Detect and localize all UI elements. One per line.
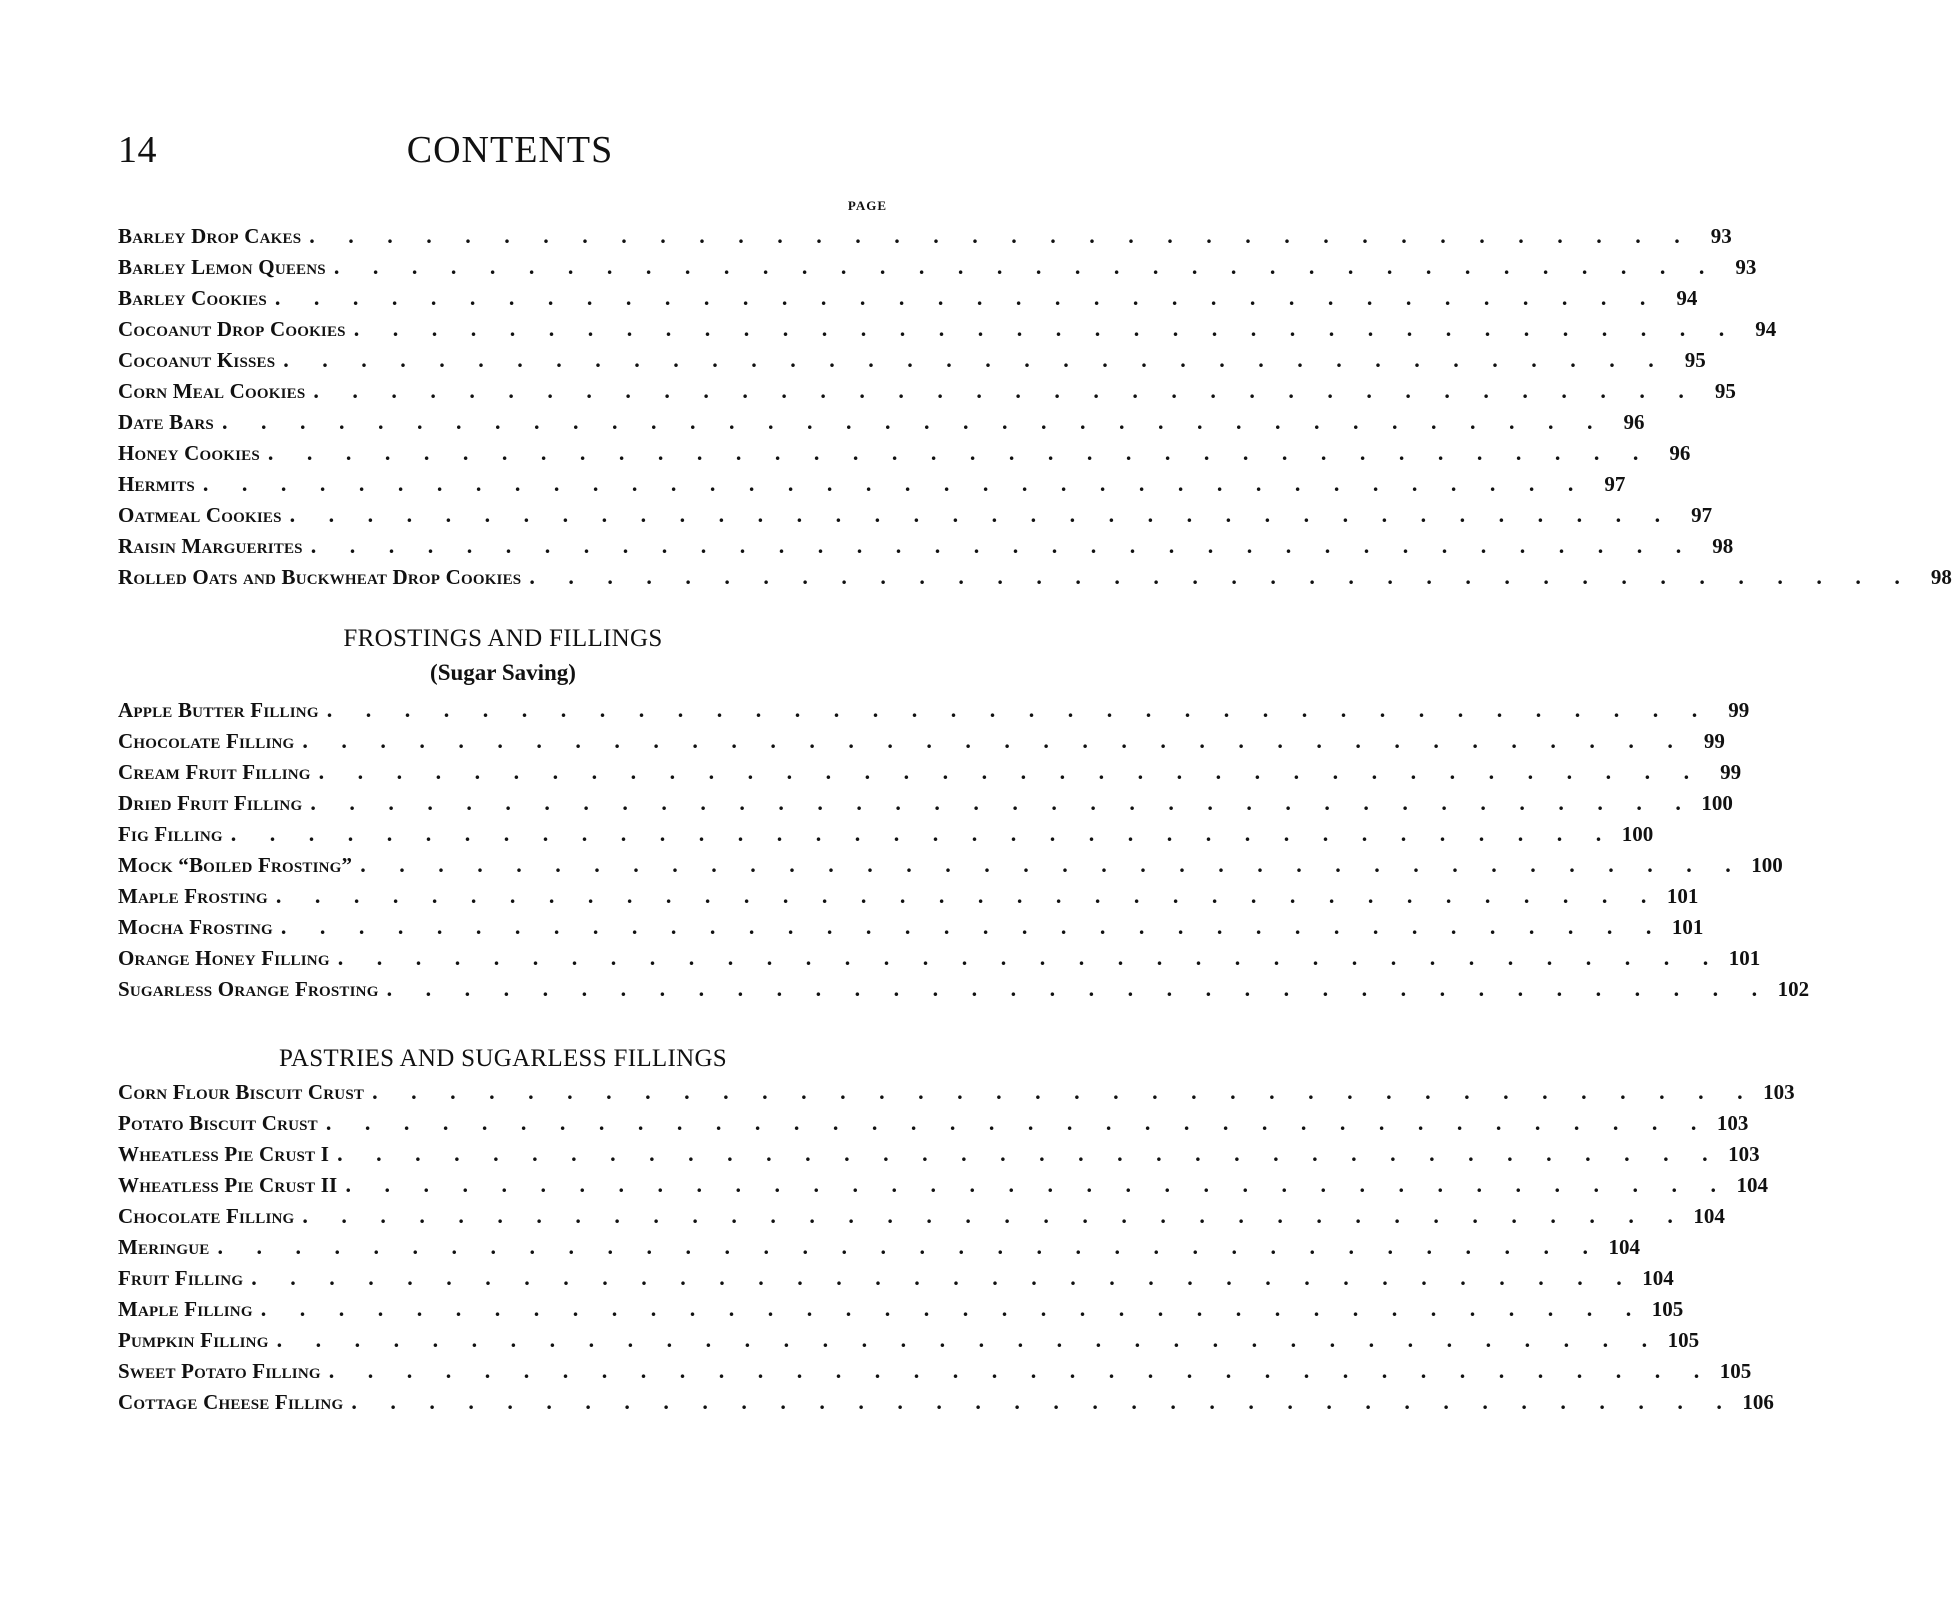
toc-entry-title: Mock “Boiled Frosting”: [118, 853, 353, 877]
toc-entry: [118, 849, 1783, 880]
dot-leader: . . . . . . . . . . . . . . . . . . . . . . . . . . . . . . . . . . . .: [221, 409, 1607, 434]
section-subheading: (Sugar Saving): [430, 660, 576, 685]
toc-entry-title: Maple Frosting: [118, 884, 268, 908]
running-head: CONTENTS: [406, 129, 614, 171]
contents-section-cookies: [118, 220, 1952, 592]
toc-entry: [118, 468, 1626, 499]
toc-entry-title: Pumpkin Filling: [118, 1328, 269, 1352]
dot-leader: . . . . . . . . . . . . . . . . . . . . . . . . . . . . . . . . . . . .: [310, 533, 1696, 558]
toc-entry-title: Sweet Potato Filling: [118, 1359, 321, 1383]
toc-entry-title: Meringue: [118, 1235, 210, 1259]
toc-entry-page-number: 93: [1710, 224, 1732, 248]
toc-entry-title: Chocolate Filling: [118, 729, 295, 753]
toc-entry-title: Honey Cookies: [118, 441, 260, 465]
toc-entry-title: Barley Drop Cakes: [118, 224, 302, 248]
toc-entry: [118, 499, 1713, 530]
toc-entry-page-number: 103: [1763, 1080, 1795, 1104]
dot-leader: . . . . . . . . . . . . . . . . . . . . . . . . . . . . . . . . . . . .: [230, 821, 1616, 846]
dot-leader: . . . . . . . . . . . . . . . . . . . . . . . . . . . . . . . . . . . .: [337, 1141, 1722, 1166]
dot-leader: . . . . . . . . . . . . . . . . . . . . . . . . . . . . . . . . . . . .: [202, 471, 1588, 496]
section-heading: FROSTINGS AND FILLINGS: [343, 625, 663, 652]
toc-entry: [118, 251, 1757, 282]
toc-entry-title: Barley Cookies: [118, 286, 267, 310]
dot-leader: . . . . . . . . . . . . . . . . . . . . . . . . . . . . . . . . . . . .: [267, 440, 1653, 465]
dot-leader: . . . . . . . . . . . . . . . . . . . . . . . . . . . . . . . . . . . .: [302, 1203, 1687, 1228]
toc-entry: [118, 1107, 1749, 1138]
dot-leader: . . . . . . . . . . . . . . . . . . . . . . . . . . . . . . . . . . . .: [345, 1172, 1730, 1197]
toc-entry: [118, 282, 1698, 313]
toc-entry-title: Cocoanut Drop Cookies: [118, 317, 346, 341]
toc-entry-title: Mocha Frosting: [118, 915, 273, 939]
toc-entry-page-number: 104: [1608, 1235, 1640, 1259]
toc-entry-title: Corn Meal Cookies: [118, 379, 306, 403]
toc-entry: [118, 1200, 1725, 1231]
dot-leader: . . . . . . . . . . . . . . . . . . . . . . . . . . . . . . . . . . . .: [217, 1234, 1602, 1259]
contents-section-frostings-and-fillings: [118, 622, 1810, 1004]
toc-entry: [118, 1262, 1674, 1293]
dot-leader: . . . . . . . . . . . . . . . . . . . . . . . . . . . . . . . . . . . .: [280, 914, 1666, 939]
toc-entry-title: Potato Biscuit Crust: [118, 1111, 318, 1135]
toc-entry: [118, 694, 1750, 725]
dot-leader: . . . . . . . . . . . . . . . . . . . . . . . . . . . . . . . . . . . .: [353, 316, 1739, 341]
toc-entry: [118, 561, 1952, 592]
toc-entry-page-number: 105: [1667, 1328, 1700, 1352]
contents-section-pastries-and-sugarless-fillings: [118, 1042, 1795, 1417]
dot-leader: . . . . . . . . . . . . . . . . . . . . . . . . . . . . . . . . . . . .: [289, 502, 1675, 527]
toc-entry: [118, 1386, 1774, 1417]
toc-entry-page-number: 100: [1621, 822, 1654, 846]
toc-entry-page-number: 104: [1642, 1266, 1674, 1290]
dot-leader: . . . . . . . . . . . . . . . . . . . . . . . . . . . . . . . . . . . .: [274, 285, 1660, 310]
dot-leader: . . . . . . . . . . . . . . . . . . . . . . . . . . . . . . . . . . . .: [283, 347, 1668, 372]
page-column-label: PAGE: [847, 198, 887, 213]
toc-entry: [118, 942, 1761, 973]
toc-entry-page-number: 99: [1720, 760, 1742, 784]
toc-entry-title: Chocolate Filling: [118, 1204, 295, 1228]
toc-entry: [118, 437, 1691, 468]
toc-entry-page-number: 96: [1623, 410, 1645, 434]
toc-entry: [118, 406, 1645, 437]
toc-entry: [118, 1324, 1700, 1355]
toc-entry-title: Dried Fruit Filling: [118, 791, 303, 815]
toc-entry: [118, 1138, 1760, 1169]
toc-entry-page-number: 98: [1712, 534, 1734, 558]
toc-entry: [118, 1355, 1752, 1386]
toc-entry-title: Orange Honey Filling: [118, 946, 330, 970]
toc-entry: [118, 375, 1736, 406]
dot-leader: . . . . . . . . . . . . . . . . . . . . . . . . . . . . . . . . . . . .: [337, 945, 1723, 970]
toc-entry-title: Wheatless Pie Crust I: [118, 1142, 330, 1166]
section-heading: PASTRIES AND SUGARLESS FILLINGS: [278, 1045, 728, 1072]
toc-entry-page-number: 101: [1671, 915, 1704, 939]
toc-entry: [118, 530, 1734, 561]
toc-entry-page-number: 99: [1728, 698, 1750, 722]
toc-entry-page-number: 95: [1684, 348, 1706, 372]
toc-entry-page-number: 101: [1728, 946, 1761, 970]
toc-entry: [118, 787, 1733, 818]
dot-leader: . . . . . . . . . . . . . . . . . . . . . . . . . . . . . . . . . . . .: [275, 883, 1661, 908]
toc-entry-title: Raisin Marguerites: [118, 534, 303, 558]
toc-entry-page-number: 101: [1666, 884, 1699, 908]
toc-entry-title: Sugarless Orange Frosting: [118, 977, 379, 1001]
toc-entry-page-number: 96: [1669, 441, 1691, 465]
toc-entry-page-number: 105: [1651, 1297, 1684, 1321]
toc-entry-page-number: 103: [1728, 1142, 1760, 1166]
dot-leader: . . . . . . . . . . . . . . . . . . . . . . . . . . . . . . . . . . . .: [529, 564, 1914, 589]
dot-leader: . . . . . . . . . . . . . . . . . . . . . . . . . . . . . . . . . . . .: [313, 378, 1698, 403]
toc-entry: [118, 344, 1706, 375]
toc-entry-title: Apple Butter Filling: [118, 698, 319, 722]
toc-entry-page-number: 105: [1719, 1359, 1752, 1383]
toc-entry-title: Cream Fruit Filling: [118, 760, 311, 784]
dot-leader: . . . . . . . . . . . . . . . . . . . . . . . . . . . . . . . . . . . .: [310, 790, 1695, 815]
toc-entry: [118, 1293, 1684, 1324]
dot-leader: . . . . . . . . . . . . . . . . . . . . . . . . . . . . . . . . . . . .: [386, 976, 1772, 1001]
toc-entry-page-number: 97: [1691, 503, 1713, 527]
toc-entry-title: Barley Lemon Queens: [118, 255, 326, 279]
dot-leader: . . . . . . . . . . . . . . . . . . . . . . . . . . . . . . . . . . . .: [328, 1358, 1714, 1383]
toc-entry: [118, 973, 1810, 1004]
toc-entry-title: Oatmeal Cookies: [118, 503, 282, 527]
toc-entry-page-number: 102: [1777, 977, 1810, 1001]
toc-entry: [118, 1169, 1768, 1200]
toc-entry-page-number: 106: [1742, 1390, 1774, 1414]
toc-entry-title: Cottage Cheese Filling: [118, 1390, 344, 1414]
dot-leader: . . . . . . . . . . . . . . . . . . . . . . . . . . . . . . . . . . . .: [360, 852, 1745, 877]
toc-entry-title: Fig Filling: [118, 822, 223, 846]
dot-leader: . . . . . . . . . . . . . . . . . . . . . . . . . . . . . . . . . . . .: [276, 1327, 1662, 1352]
toc-entry: [118, 911, 1704, 942]
toc-entry-page-number: 103: [1716, 1111, 1749, 1135]
toc-entry-page-number: 93: [1735, 255, 1757, 279]
dot-leader: . . . . . . . . . . . . . . . . . . . . . . . . . . . . . . . . . . . .: [260, 1296, 1646, 1321]
toc-entry: [118, 756, 1742, 787]
toc-entry-page-number: 104: [1736, 1173, 1768, 1197]
toc-entry-title: Corn Flour Biscuit Crust: [118, 1080, 365, 1104]
dot-leader: . . . . . . . . . . . . . . . . . . . . . . . . . . . . . . . . . . . .: [302, 728, 1687, 753]
dot-leader: . . . . . . . . . . . . . . . . . . . . . . . . . . . . . . . . . . . .: [372, 1079, 1757, 1104]
toc-entry-page-number: 94: [1676, 286, 1698, 310]
dot-leader: . . . . . . . . . . . . . . . . . . . . . . . . . . . . . . . . . . . .: [326, 697, 1712, 722]
toc-entry-title: Wheatless Pie Crust II: [118, 1173, 338, 1197]
toc-entry: [118, 818, 1654, 849]
toc-entry: [118, 1076, 1795, 1107]
toc-entry: [118, 880, 1699, 911]
dot-leader: . . . . . . . . . . . . . . . . . . . . . . . . . . . . . . . . . . . .: [333, 254, 1719, 279]
toc-entry-page-number: 100: [1701, 791, 1733, 815]
toc-entry-title: Fruit Filling: [118, 1266, 244, 1290]
toc-entry: [118, 220, 1732, 251]
dot-leader: . . . . . . . . . . . . . . . . . . . . . . . . . . . . . . . . . . . .: [251, 1265, 1636, 1290]
toc-entry-page-number: 100: [1751, 853, 1783, 877]
page-number: 14: [118, 129, 157, 171]
toc-entry-page-number: 98: [1930, 565, 1952, 589]
toc-entry-title: Date Bars: [118, 410, 214, 434]
toc-entry-page-number: 94: [1755, 317, 1777, 341]
dot-leader: . . . . . . . . . . . . . . . . . . . . . . . . . . . . . . . . . . . .: [351, 1389, 1736, 1414]
toc-entry-page-number: 97: [1604, 472, 1626, 496]
toc-entry: [118, 313, 1777, 344]
toc-entry-page-number: 104: [1693, 1204, 1725, 1228]
dot-leader: . . . . . . . . . . . . . . . . . . . . . . . . . . . . . . . . . . . .: [318, 759, 1704, 784]
toc-entry-page-number: 99: [1703, 729, 1725, 753]
dot-leader: . . . . . . . . . . . . . . . . . . . . . . . . . . . . . . . . . . . .: [309, 223, 1694, 248]
toc-entry-page-number: 95: [1714, 379, 1736, 403]
toc-entry-title: Hermits: [118, 472, 195, 496]
toc-entry-title: Maple Filling: [118, 1297, 253, 1321]
toc-entry: [118, 1231, 1640, 1262]
dot-leader: . . . . . . . . . . . . . . . . . . . . . . . . . . . . . . . . . . . .: [325, 1110, 1711, 1135]
toc-entry-title: Rolled Oats and Buckwheat Drop Cookies: [118, 565, 522, 589]
toc-entry: [118, 725, 1725, 756]
toc-entry-title: Cocoanut Kisses: [118, 348, 276, 372]
